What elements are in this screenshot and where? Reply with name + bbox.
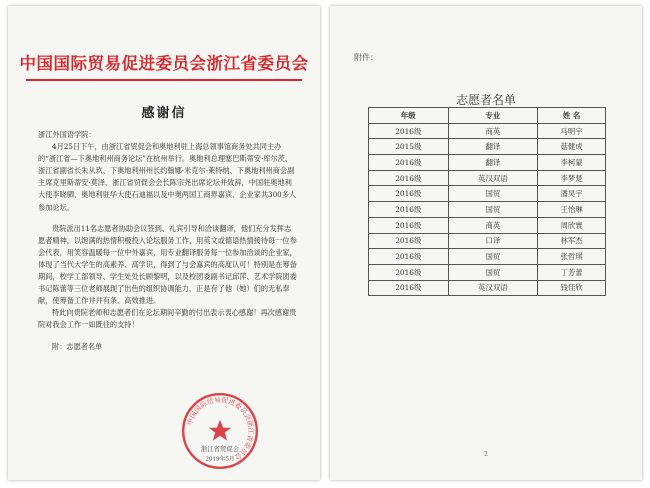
cell-name: 李梦楚 — [538, 170, 606, 186]
table-row — [369, 139, 606, 155]
letter-body — [38, 129, 298, 353]
volunteer-table — [368, 107, 606, 296]
cell-major: 翻译 — [448, 155, 538, 171]
paragraph-3: 特此向贵院老师和志愿者们在论坛期间辛勤的付出表示衷心感谢！再次感谢贵院对我会工作一如既往的支持！ — [38, 308, 297, 330]
column-header-grade: 年级 — [369, 108, 449, 124]
official-seal — [180, 391, 260, 471]
cell-grade: 2016级 — [369, 233, 449, 249]
table-row — [369, 233, 606, 249]
paragraph-1: 4月25日下午，由浙江省贸促会和奥地利驻上海总领事馆商务处共同主办的“浙江省—下奥地利州商务论坛”在杭州举行。奥地利总理塞巴斯蒂安·库尔茨、浙江省副省长朱从玖、下奥地利州州长约翰娜·米克尔-莱特纳、下奥地利州商会副主席克里斯蒂安·莫泽、浙江省贸促会会长陈宗尧出席论坛并致辞，中国驻奥地利大使李晓驷、奥地利驻华大使石迪福以及中奥两国工商界嘉宾、企业家共300多人参加论坛。 — [38, 142, 297, 212]
cell-name: 王怡琳 — [538, 202, 606, 218]
cell-name: 林军杰 — [538, 233, 606, 249]
table-row — [369, 123, 606, 139]
table-header-row — [369, 108, 606, 124]
table-row — [369, 217, 606, 233]
cell-grade: 2015级 — [369, 139, 449, 155]
cell-name: 丁芳蕾 — [538, 264, 606, 280]
cell-grade: 2016级 — [369, 155, 449, 171]
letterhead-rule — [26, 79, 302, 81]
signoff-date: 2019年5月 — [205, 456, 235, 463]
column-header-major: 专业 — [448, 108, 538, 124]
attachment-label: 附件： — [354, 53, 378, 62]
cell-name: 菇健成 — [538, 139, 606, 155]
cell-major: 国贸 — [448, 202, 538, 218]
cell-name: 李柯蒙 — [538, 155, 606, 171]
salutation: 浙江外国语学院： — [38, 130, 96, 139]
table-row — [369, 249, 606, 265]
cell-major: 英汉双语 — [448, 170, 538, 186]
table-row — [369, 264, 606, 280]
cell-grade: 2016级 — [369, 217, 449, 233]
cell-name: 周欣寰 — [538, 217, 606, 233]
cell-grade: 2016级 — [369, 170, 449, 186]
cell-name: 张哲琪 — [538, 249, 606, 265]
volunteer-list-page — [330, 6, 642, 480]
cell-grade: 2016级 — [369, 280, 449, 296]
cell-name: 潘昊宇 — [538, 186, 606, 202]
table-row — [369, 155, 606, 171]
column-header-name: 姓 名 — [538, 108, 606, 124]
cell-name: 钱佳欣 — [538, 280, 606, 296]
letter-title: 感谢信 — [141, 106, 187, 121]
table-row — [369, 202, 606, 218]
table-row — [369, 186, 606, 202]
attachment-note: 附：志愿者名单 — [52, 341, 103, 351]
roster-title: 志愿者名单 — [455, 93, 516, 107]
paragraph-2: 贵院派出11名志愿者协助会议签到、礼宾引导和洽谈翻译，他们充分发挥志愿者精神，以饱满的热情积极投入论坛服务工作，用英文或德语热情接待每一位参会代表，用笑容温暖每一位中外嘉宾，用专业翻译服务每一位参加洽谈的企业家，体现了当代大学生的高素养、高学识，得到了与会嘉宾的高度认可！特别是在筹备期间，校学工部领导、学生处处长顾黎明，以及校团委副书记邱萍、艺术学院团委书记陈蕾等三位老师展现了出色的组织协调能力，正是有了他（她）们的无私奉献，使筹备工作井井有条、高效推进。 — [38, 223, 297, 306]
cell-grade: 2016级 — [369, 202, 449, 218]
table-row — [369, 170, 606, 186]
cell-major: 商英 — [448, 217, 538, 233]
cell-major: 国贸 — [448, 264, 538, 280]
cell-grade: 2016级 — [369, 186, 449, 202]
cell-name: 马明宇 — [538, 123, 606, 139]
cell-grade: 2016级 — [369, 249, 449, 265]
cell-grade: 2016级 — [369, 123, 449, 139]
cell-major: 商英 — [448, 123, 538, 139]
page-number: 2 — [484, 451, 488, 458]
cell-major: 英汉双语 — [448, 280, 538, 296]
thank-you-letter-page — [8, 6, 320, 480]
table-row — [369, 280, 606, 296]
cell-major: 国贸 — [448, 186, 538, 202]
letterhead: 中国国际贸易促进委员会浙江省委员会 — [19, 54, 309, 73]
cell-grade: 2016级 — [369, 264, 449, 280]
cell-major: 口译 — [448, 233, 538, 249]
seal-text: 中国国际贸易促进委员会浙江省委员会 — [185, 396, 255, 462]
cell-major: 国贸 — [448, 249, 538, 265]
cell-major: 翻译 — [448, 139, 538, 155]
signoff-org: 浙江省贸促会 — [200, 445, 240, 453]
